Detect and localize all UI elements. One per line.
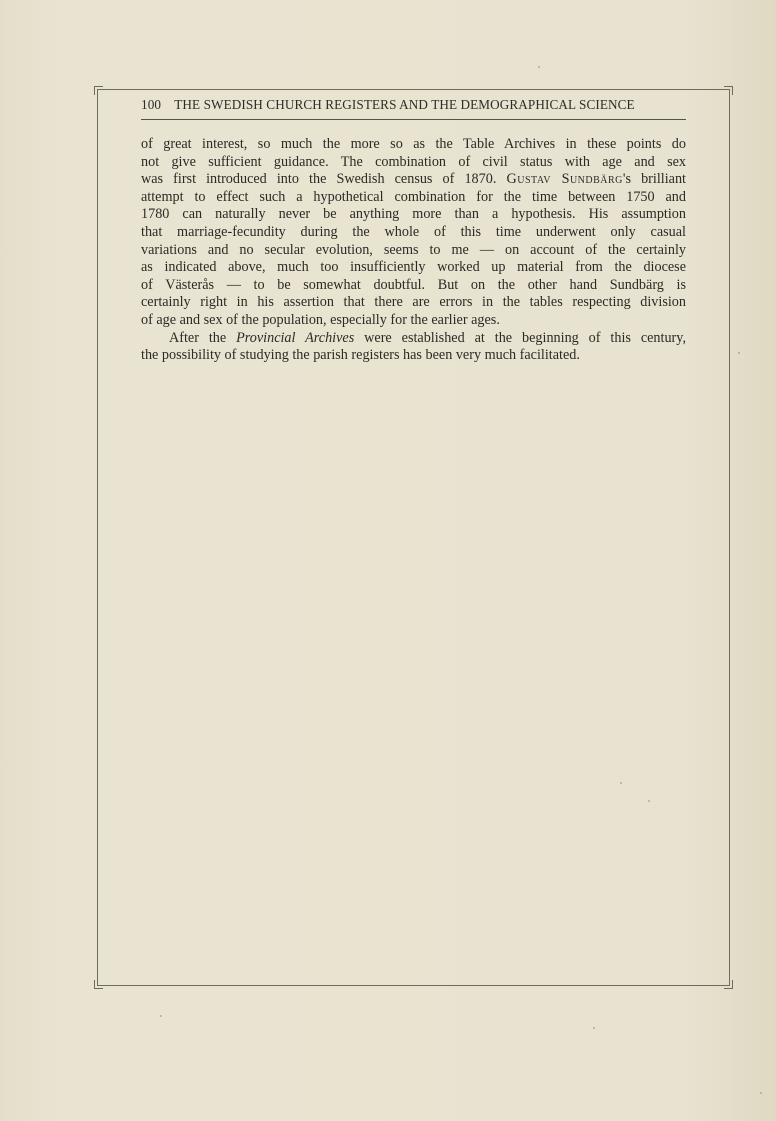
text-run: After the: [169, 329, 237, 346]
paper-speck: [738, 352, 740, 354]
body-text: [141, 136, 686, 365]
text-line: [141, 330, 686, 348]
text-line: 1780 can naturally never be anything more than a hypothesis. His assumption: [141, 206, 686, 223]
paper-speck: [648, 800, 650, 802]
paper-speck: [538, 66, 540, 68]
text-line: attempt to effect such a hypothetical combination for the time between 1750 and: [141, 188, 686, 205]
text-run: 's brilliant: [622, 171, 686, 188]
text-line: [141, 171, 686, 189]
text-line: of Västerås — to be somewhat doubtful. But on the other hand Sundbärg is: [141, 276, 686, 293]
frame-corner-top-right: [724, 86, 733, 95]
paper-speck: [760, 1092, 762, 1094]
text-line: as indicated above, much too insufficiently worked up material from the diocese: [141, 259, 686, 276]
paper-speck: [160, 1015, 162, 1017]
frame-corner-bottom-right: [724, 980, 733, 989]
paper-speck: [620, 782, 622, 784]
running-head: [141, 96, 686, 114]
running-head-title: THE SWEDISH CHURCH REGISTERS AND THE DEMOGRAPHICAL SCIENCE: [174, 97, 635, 112]
text-line: that marriage-fecundity during the whole of this time underwent only casual: [141, 223, 686, 240]
paper-speck: [593, 1027, 595, 1029]
text-line: not give sufficient guidance. The combination of civil status with age and sex: [141, 153, 686, 170]
text-line: of great interest, so much the more so as the Table Archives in these points do: [141, 136, 686, 152]
text-line: variations and no secular evolution, seems to me — on account of the certainly: [141, 241, 686, 258]
author-name: Gustav Sundbärg: [506, 171, 623, 188]
text-run: was first introduced into the Swedish census of 1870.: [141, 171, 507, 188]
header-rule: [141, 119, 686, 120]
text-line: the possibility of studying the parish registers has been very much facilitated.: [141, 347, 580, 364]
text-line: certainly right in his assertion that there are errors in the tables respecting division: [141, 294, 686, 311]
text-run: were established at the beginning of this century,: [354, 329, 686, 346]
frame-corner-bottom-left: [94, 980, 103, 989]
frame-corner-top-left: [94, 86, 103, 95]
page-number: 100: [141, 97, 162, 112]
italic-term: Provincial Archives: [236, 329, 355, 346]
text-line: of age and sex of the population, especially for the earlier ages.: [141, 311, 500, 328]
